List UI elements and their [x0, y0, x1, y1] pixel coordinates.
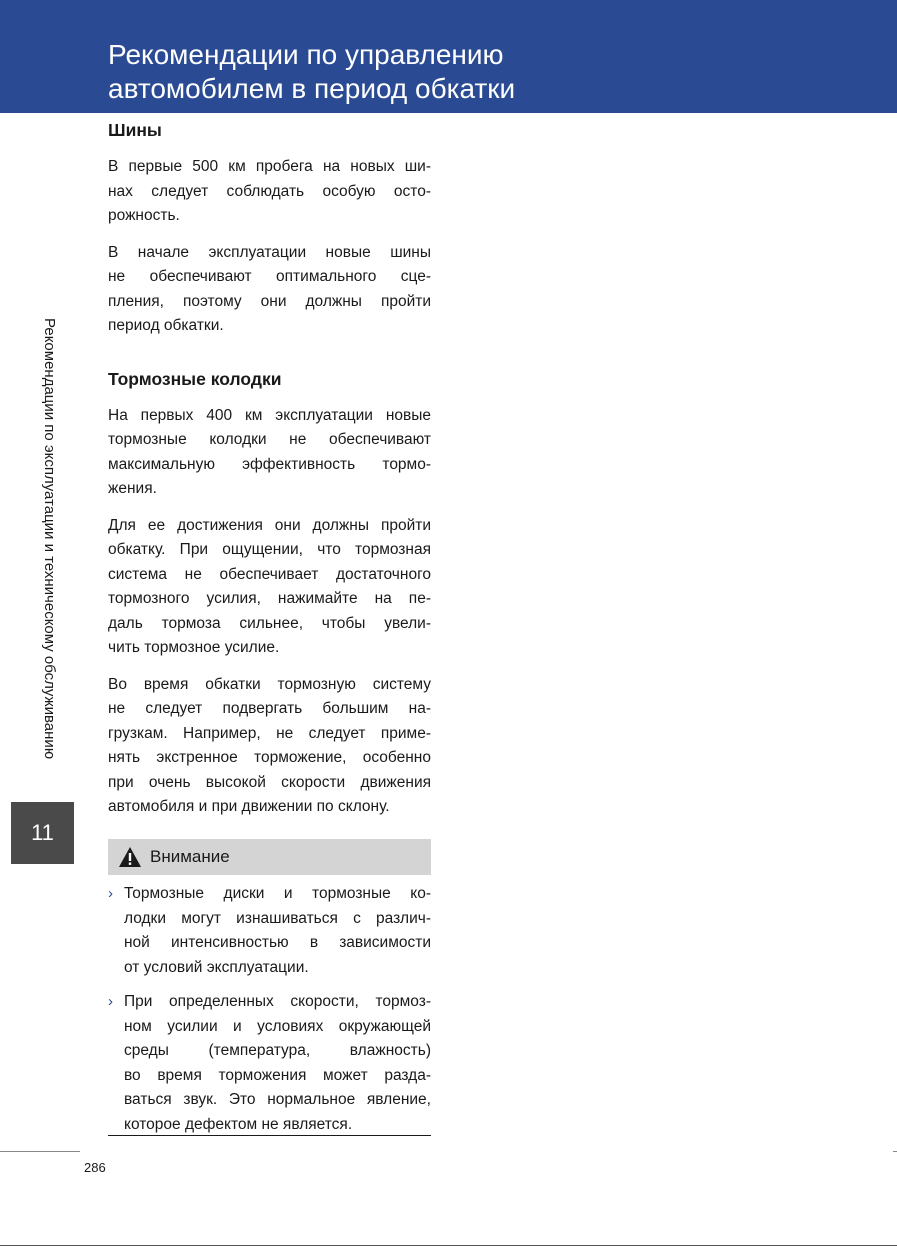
- section-heading-tires: Шины: [108, 120, 162, 140]
- footer-divider: [0, 1151, 80, 1152]
- chapter-side-label: Рекомендации по эксплуатации и техническому обслуживанию: [41, 318, 58, 760]
- tires-paragraph-1: В первые 500 км пробега на новых ши- нах следует соблюдать особую осто- рожность.: [108, 158, 431, 224]
- warning-triangle-icon: [118, 846, 142, 868]
- brakes-paragraph-3: Во время обкатки тормозную систему не следует подвергать большим на- грузкам. Например, не следует приме- нять экстренное торможение, особенно при очень высокой скорости движения автомобиля и при движении по склону.: [108, 675, 431, 815]
- bullet-chevron-icon: ›: [108, 993, 113, 1010]
- brakes-paragraph-2: Для ее достижения они должны пройти обкатку. При ощущении, что тормозная система не обеспечивает достаточного тормозного усилия, нажимайте на пе- даль тормоза сильнее, чтобы увели- чить тормозное усилие.: [108, 516, 431, 656]
- bullet-chevron-icon: ›: [108, 885, 113, 902]
- section-heading-brakes: Тормозные колодки: [108, 368, 282, 389]
- page-bottom-edge: [0, 1245, 897, 1246]
- warning-title: Внимание: [150, 847, 230, 866]
- tires-paragraph-2: В начале эксплуатации новые шины не обеспечивают оптимального сце- пления, поэтому они должны пройти период обкатки.: [108, 243, 431, 334]
- warning-item-2: › При определенных скорости, тормоз- ном усилии и условиях окружающей среды (температура, влажность) во время торможения может разда- ваться звук. Это нормальное явление, которое дефектом не является.: [108, 990, 431, 1137]
- page-header: [0, 0, 897, 113]
- chapter-number-badge: 11: [11, 802, 74, 864]
- warning-header: [108, 839, 431, 875]
- warning-end-rule: [108, 1135, 431, 1136]
- main-content: [108, 120, 431, 820]
- warning-item-1: › Тормозные диски и тормозные ко- лодки могут изнашиваться с различ- ной интенсивностью в зависимости от условий эксплуатации.: [108, 882, 431, 980]
- brakes-paragraph-1: На первых 400 км эксплуатации новые тормозные колодки не обеспечивают максимальную эффективность тормо- жения.: [108, 406, 431, 497]
- page-title: Рекомендации по управлению автомобилем в период обкатки: [108, 39, 516, 104]
- footer-divider-right: [893, 1151, 897, 1152]
- page-number: 286: [84, 1160, 106, 1175]
